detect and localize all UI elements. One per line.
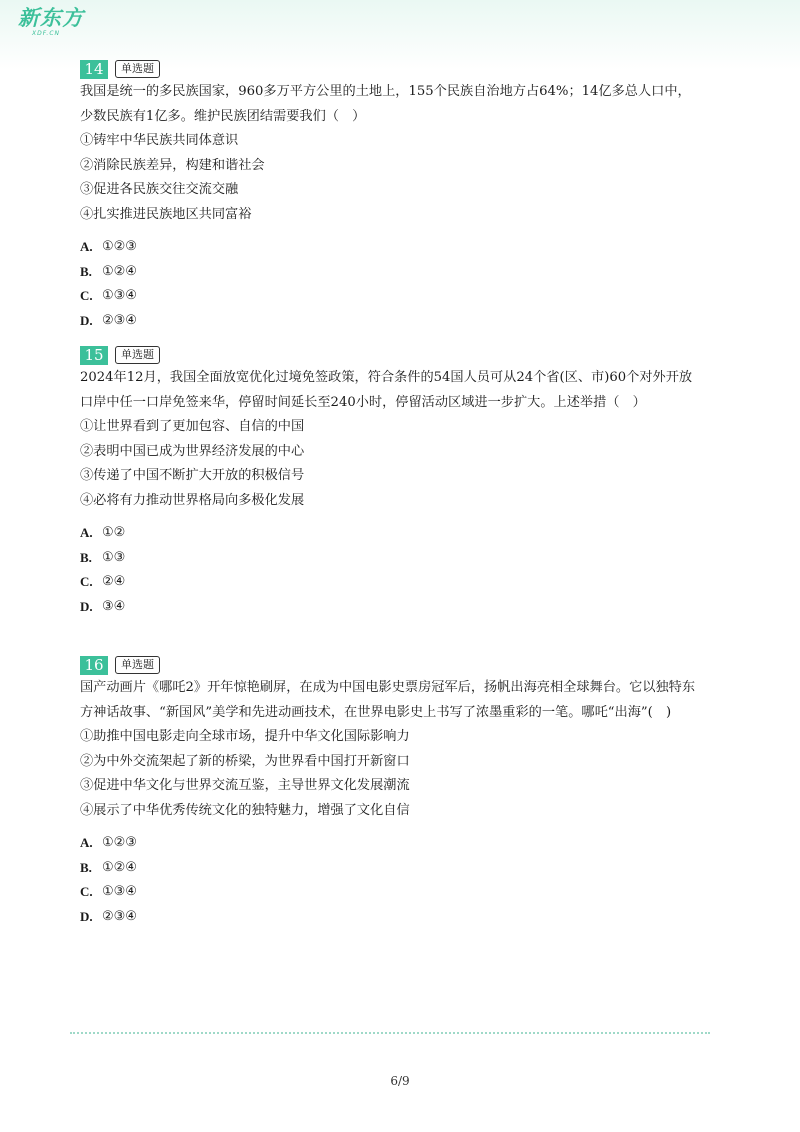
statement-item: ④展示了中华优秀传统文化的独特魅力，增强了文化自信 xyxy=(80,802,410,818)
choice-text: ②④ xyxy=(102,574,126,590)
choice-text: ①②③ xyxy=(102,239,137,254)
question-15 xyxy=(80,344,700,620)
footer-divider xyxy=(70,1032,710,1034)
choice-text: ①② xyxy=(102,525,126,540)
choice-text: ①②④ xyxy=(102,263,137,279)
statement-item: ③促进各民族交往交流交融 xyxy=(80,182,239,197)
choice-text: ①②④ xyxy=(102,859,137,875)
choice-d[interactable] xyxy=(80,905,700,930)
answer-choices xyxy=(80,235,700,334)
question-header xyxy=(80,654,700,676)
choice-letter: C. xyxy=(80,884,93,900)
choice-letter: C. xyxy=(80,574,93,590)
choice-a[interactable] xyxy=(80,235,700,260)
question-stem: 2024年12月，我国全面放宽优化过境免签政策，符合条件的54国人员可从24个省(区、市)60个对外开放口岸中任一口岸免签来华，停留时间延长至240小时，停留活动区域进一步扩大。上述举措（ ） xyxy=(80,370,693,410)
statement-item: ①铸牢中华民族共同体意识 xyxy=(80,133,239,148)
choice-b[interactable] xyxy=(80,260,700,285)
choice-c[interactable] xyxy=(80,880,700,905)
choice-letter: C. xyxy=(80,288,93,304)
choice-letter: B. xyxy=(80,263,92,279)
statement-item: ④必将有力推动世界格局向多极化发展 xyxy=(80,492,305,508)
choice-a[interactable] xyxy=(80,521,700,546)
choice-letter: A. xyxy=(80,239,93,254)
xdf-logo xyxy=(18,6,84,37)
statement-item: ①助推中国电影走向全球市场，提升中华文化国际影响力 xyxy=(80,729,410,744)
choice-d[interactable] xyxy=(80,595,700,620)
statement-item: ③促进中华文化与世界交流互鉴，主导世界文化发展潮流 xyxy=(80,778,410,793)
choice-letter: D. xyxy=(80,599,93,615)
choice-d[interactable] xyxy=(80,309,700,334)
choice-c[interactable] xyxy=(80,284,700,309)
logo-text: 新东方 xyxy=(18,6,84,30)
choice-text: ③④ xyxy=(102,599,126,615)
question-14 xyxy=(80,58,700,334)
choice-text: ②③④ xyxy=(102,909,137,925)
question-header xyxy=(80,58,700,80)
question-number-badge: 14 xyxy=(80,60,108,79)
choice-letter: D. xyxy=(80,313,93,329)
choice-text: ①②③ xyxy=(102,835,137,850)
choice-b[interactable] xyxy=(80,856,700,881)
question-type-tag: 单选题 xyxy=(115,656,160,674)
question-stem: 我国是统一的多民族国家，960多万平方公里的土地上，155个民族自治地方占64%；14亿多总人口中，少数民族有1亿多。维护民族团结需要我们（ ） xyxy=(80,84,691,124)
choice-letter: D. xyxy=(80,909,93,925)
choice-a[interactable] xyxy=(80,831,700,856)
page-number: 6/9 xyxy=(390,1074,410,1088)
choice-text: ①③④ xyxy=(102,884,137,900)
choice-letter: A. xyxy=(80,525,93,540)
choice-text: ①③ xyxy=(102,549,126,565)
choice-text: ②③④ xyxy=(102,313,137,329)
statement-item: ③传递了中国不断扩大开放的积极信号 xyxy=(80,468,305,483)
question-stem: 国产动画片《哪吒2》开年惊艳刷屏，在成为中国电影史票房冠军后，扬帆出海亮相全球舞台。它以独特东方神话故事、“新国风”美学和先进动画技术，在世界电影史上书写了浓墨重彩的一笔。哪吒“出海”( ) xyxy=(80,680,696,720)
question-type-tag: 单选题 xyxy=(115,346,160,364)
choice-c[interactable] xyxy=(80,570,700,595)
statement-item: ②表明中国已成为世界经济发展的中心 xyxy=(80,443,305,459)
question-number-badge: 16 xyxy=(80,656,108,675)
question-16 xyxy=(80,654,700,930)
logo-subtext: XDF.CN xyxy=(32,30,60,37)
choice-text: ①③④ xyxy=(102,288,137,304)
choice-letter: A. xyxy=(80,835,93,850)
question-type-tag: 单选题 xyxy=(115,60,160,78)
choice-letter: B. xyxy=(80,549,92,565)
statement-item: ②消除民族差异，构建和谐社会 xyxy=(80,157,265,173)
question-number-badge: 15 xyxy=(80,346,108,365)
question-header xyxy=(80,344,700,366)
statement-item: ④扎实推进民族地区共同富裕 xyxy=(80,206,252,222)
answer-choices xyxy=(80,831,700,930)
statement-item: ②为中外交流架起了新的桥梁，为世界看中国打开新窗口 xyxy=(80,753,410,769)
statement-item: ①让世界看到了更加包容、自信的中国 xyxy=(80,419,305,434)
choice-b[interactable] xyxy=(80,546,700,571)
choice-letter: B. xyxy=(80,859,92,875)
answer-choices xyxy=(80,521,700,620)
